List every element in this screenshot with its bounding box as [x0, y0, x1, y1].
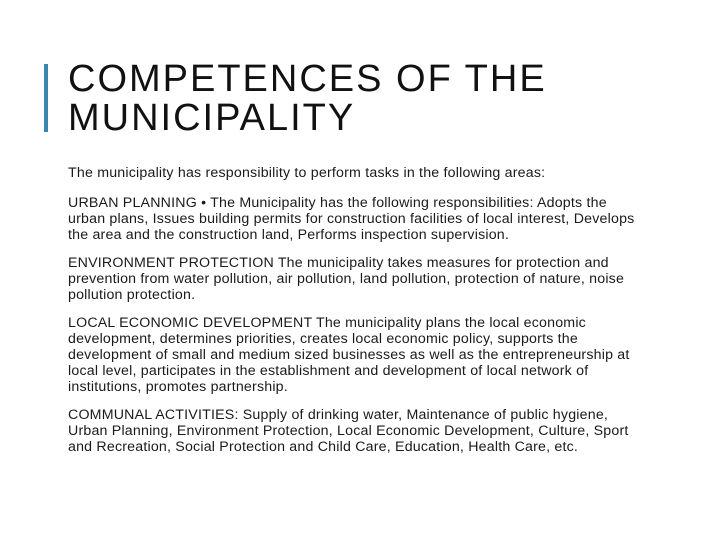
paragraph-environment-protection: ENVIRONMENT PROTECTION The municipality takes measures for protection and prevention from water pollution, air pollution, land pollution, protection of nature, noise pollution protection. [68, 255, 625, 303]
slide-title [68, 60, 688, 138]
paragraph-communal-activities: COMMUNAL ACTIVITIES: Supply of drinking water, Maintenance of public hygiene, Urban Planning, Environment Protection, Local Economic Development, Culture, Sport and Recreation, Social Protection and Child Care, Education, Health Care, etc. [68, 407, 629, 455]
intro-paragraph: The municipality has responsibility to perform tasks in the following areas: [68, 165, 546, 181]
paragraph-local-economic-development: LOCAL ECONOMIC DEVELOPMENT The municipality plans the local economic development, determines priorities, creates local economic policy, supports the development of small and medium sized businesses as well as the entrepreneurship at local level, participates in the establishment and development of local network of institutions, promotes partnership. [68, 315, 630, 395]
paragraph-urban-planning: URBAN PLANNING • The Municipality has the following responsibilities: Adopts the urban plans, Issues building permits for construction facilities of local interest, Develops the area and the construction land, Performs inspection supervision. [68, 195, 635, 243]
slide-title-line-2: MUNICIPALITY [68, 97, 356, 139]
slide-title-line-1: COMPETENCES OF THE [68, 58, 547, 100]
title-accent-bar [44, 64, 48, 132]
slide-body [68, 165, 643, 467]
